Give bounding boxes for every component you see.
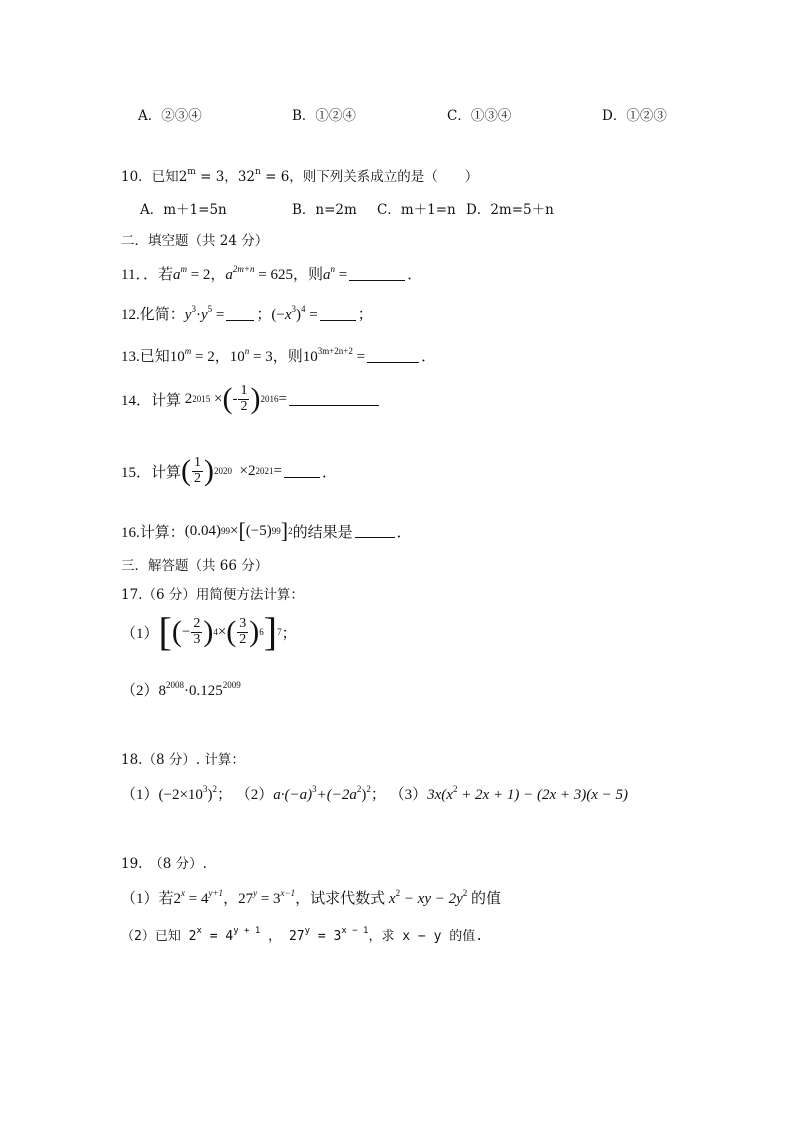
section-2-title: 二．填空题（共 24 分）: [121, 233, 269, 249]
q10-option-d: D．2m=5＋n: [466, 202, 554, 218]
q10-option-a: A．m＋1=5n: [140, 202, 227, 218]
q10-option-c: C．m＋1=n: [377, 202, 456, 218]
q12: 12.化简：$y^3\cdot y^5$ = ；$(-x^3)^4$ = ；: [121, 304, 373, 323]
q11-answer-blank[interactable]: [349, 268, 405, 281]
section-3-title: 三．解答题（共 66 分）: [121, 558, 269, 574]
q19-part-2: （2）已知 $2^x = 4^{y + 1}$ ， $27^y = 3^{x - 1}$，求 x − y 的值.: [121, 926, 484, 944]
q14-answer-blank[interactable]: [289, 393, 379, 406]
q19-part-1: （1）若$2^x = 4^{y+1}$，$27^y = 3^{x-1}$，试求代数式 $x^2$ − xy − $2y^2$ 的值: [121, 888, 502, 907]
q10-stem: 10．已知$2^m = 3$，$32^n = 6$，则下列关系成立的是（ ）: [121, 167, 479, 185]
q12-blank-1[interactable]: [226, 308, 254, 321]
q17-title: 17.（6 分）用简便方法计算：: [121, 587, 304, 603]
q13-answer-blank[interactable]: [367, 350, 419, 363]
q15-answer-blank[interactable]: [284, 465, 320, 478]
q18-parts: $(1)(-2\times 10^3)^2$； $(2)a\cdot(-a)^3+(-2a^2)^2$； $(3)3x(x^2 + 2x + 1) - (2x + 3)(x - 5)$: [121, 784, 628, 803]
q17-part-2: $(2)8^{2008}\cdot 0.125^{2009}$: [121, 680, 241, 699]
q19-title: 19. （8 分）.: [121, 856, 207, 872]
q16-answer-blank[interactable]: [355, 525, 395, 538]
q16: 16.计算： (0.04) 99 × [ (−5) 99 ] 2 的结果是 ．: [121, 518, 412, 543]
q17-part-1: （1） [ ( − $\frac{2}{3}$ ) 4 × ( $\frac{3}{2}$ ) 6 ] 7 ；: [121, 609, 297, 654]
q9-option-d: D．①②③: [602, 108, 667, 124]
q15: 15．计算 ( $\frac{1}{2}$ ) 2020 × 2 2021 = ．: [121, 454, 337, 488]
q18-title: 18.（8 分）. 计算：: [121, 752, 245, 768]
q11: 11．．若$a^m = 2$，$a^{2m+n} = 625$，则$a^n$ = ．: [121, 264, 423, 283]
q12-blank-2[interactable]: [320, 308, 356, 321]
q9-option-a: A．②③④: [138, 108, 202, 124]
q9-option-b: B．①②④: [292, 108, 356, 124]
q9-option-c: C．①③④: [447, 108, 512, 124]
q13: 13.已知$10^m = 2$，$10^n = 3$，则$10^{3m+2n+2}$ = ．: [121, 346, 437, 365]
q14: 14．计算 2 2015 × ( - $\frac{1}{2}$ ) 2016 =: [121, 384, 381, 414]
q10-option-b: B．n=2m: [292, 202, 357, 218]
